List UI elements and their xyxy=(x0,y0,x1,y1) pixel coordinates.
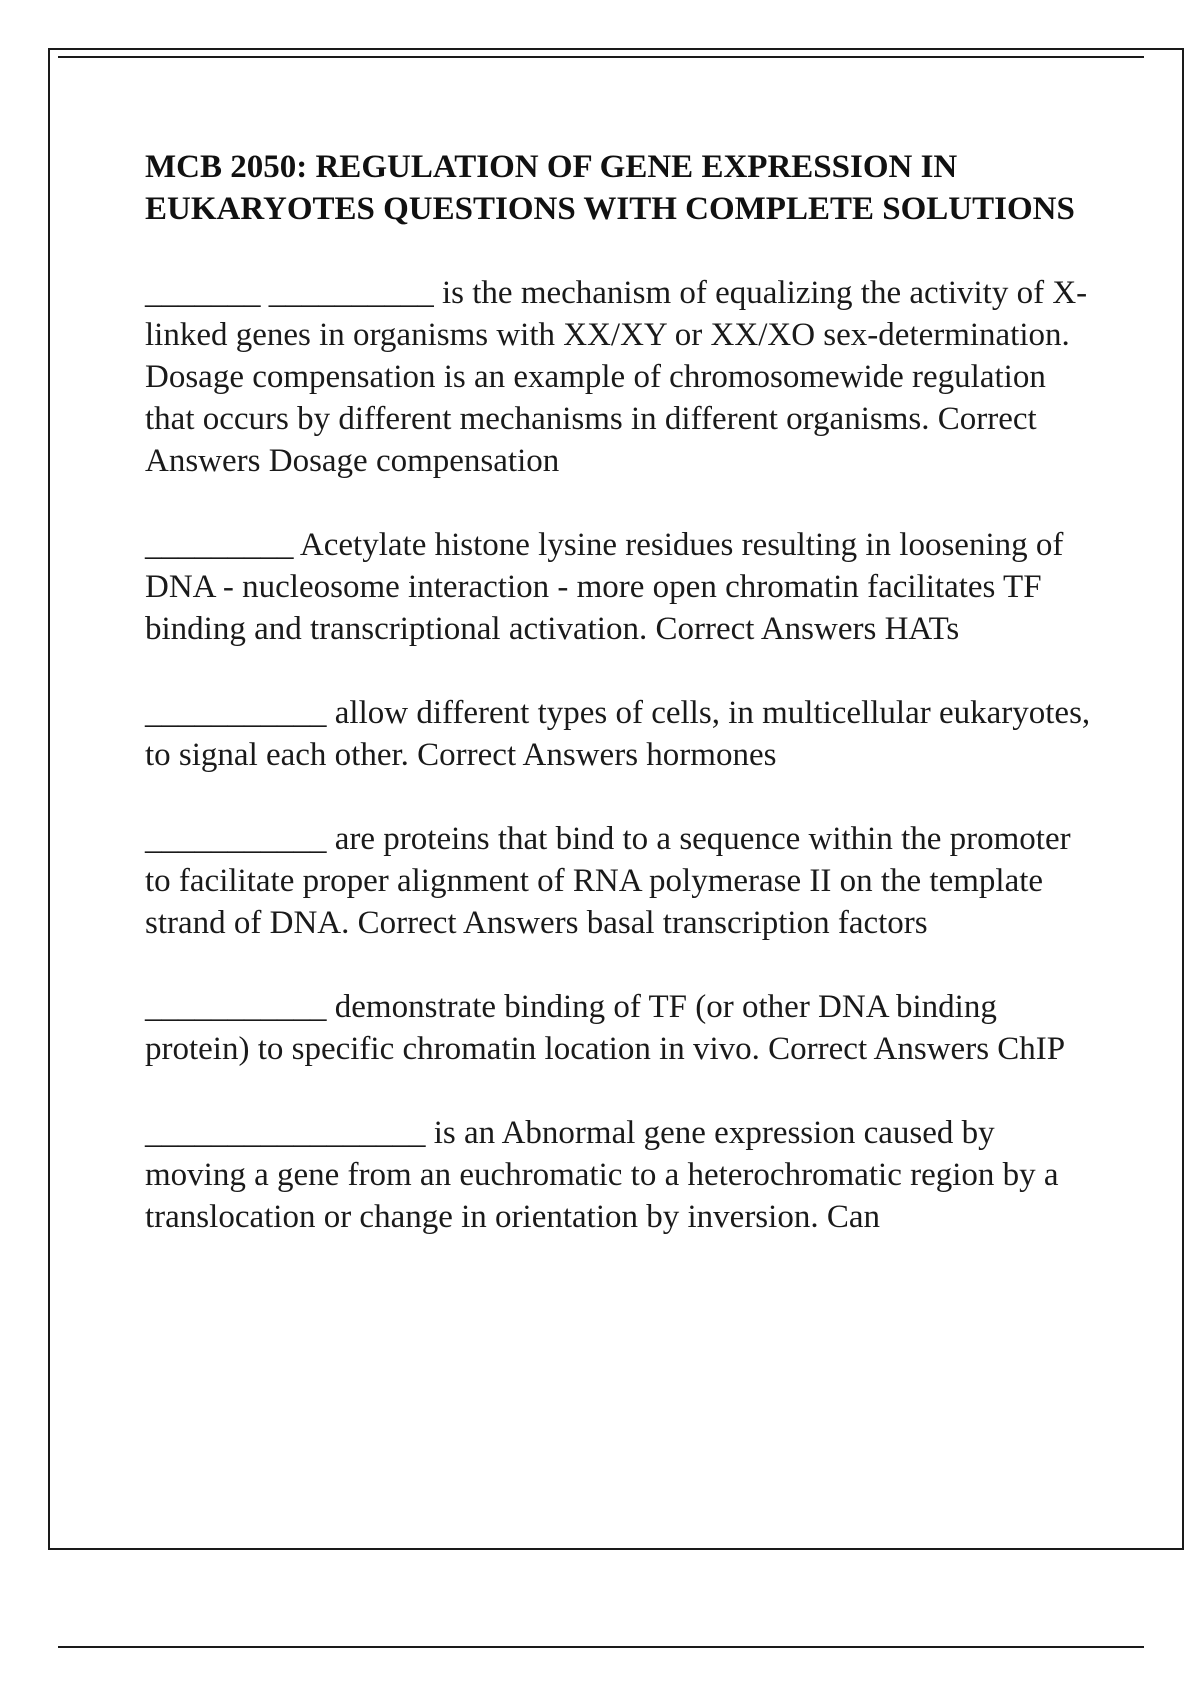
question-3: ___________ allow different types of cells, in multicellular eukaryotes, to signal each other. Correct Answers hormones xyxy=(145,695,1091,773)
question-1: _______ __________ is the mechanism of equalizing the activity of X-linked genes in organisms with XX/XY or XX/XO sex-determination. Dosage compensation is an example of chromosomewide regulation that occurs by different mechanisms in different organisms. Correct Answers Dosage compensation xyxy=(145,275,1088,479)
question-4: ___________ are proteins that bind to a sequence within the promoter to facilitate proper alignment of RNA polymerase II on the template strand of DNA. Correct Answers basal transcription factors xyxy=(145,821,1071,941)
header-rule xyxy=(58,56,1144,58)
document-body xyxy=(145,146,1095,1280)
question-5: ___________ demonstrate binding of TF (or other DNA binding protein) to specific chromatin location in vivo. Correct Answers ChIP xyxy=(145,989,1066,1067)
question-6: _________________ is an Abnormal gene expression caused by moving a gene from an euchromatic to a heterochromatic region by a translocation or change in orientation by inversion. Can xyxy=(145,1115,1059,1235)
footer-rule xyxy=(58,1646,1144,1648)
question-2: _________ Acetylate histone lysine residues resulting in loosening of DNA - nucleosome interaction - more open chromatin facilitates TF binding and transcriptional activation. Correct Answers HATs xyxy=(145,527,1064,647)
document-title: MCB 2050: REGULATION OF GENE EXPRESSION IN EUKARYOTES QUESTIONS WITH COMPLETE SOLUTIONS xyxy=(145,149,1075,227)
